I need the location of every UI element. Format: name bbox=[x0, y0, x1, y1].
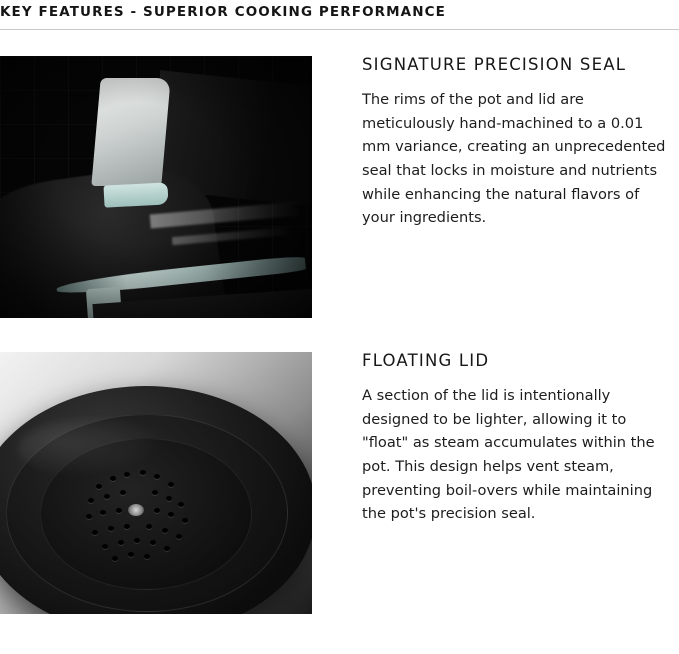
feature-title: SIGNATURE PRECISION SEAL bbox=[362, 55, 627, 74]
feature-title: FLOATING LID bbox=[362, 351, 490, 370]
lid-vent-holes bbox=[0, 352, 312, 614]
precision-seal-image bbox=[0, 56, 312, 318]
feature-body: The rims of the pot and lid are meticulously hand-machined to a 0.01 mm variance, creating an unprecedented seal that locks in moisture and nutrients while enhancing the natural flavors of your ingredients. bbox=[362, 91, 666, 227]
floating-lid-text bbox=[312, 352, 679, 526]
floating-lid-image bbox=[0, 352, 312, 614]
image-vignette bbox=[0, 56, 312, 318]
lid-center-hub bbox=[128, 504, 144, 516]
header-divider bbox=[0, 29, 679, 30]
feature-block-precision-seal bbox=[0, 56, 679, 318]
feature-body: A section of the lid is intentionally designed to be lighter, allowing it to "float" as steam accumulates within the pot. This design helps vent steam, preventing boil-overs while maintaining the pot's precision seal. bbox=[362, 387, 655, 523]
precision-seal-text bbox=[312, 56, 679, 230]
section-heading: KEY FEATURES - SUPERIOR COOKING PERFORMANCE bbox=[0, 4, 446, 20]
feature-block-floating-lid bbox=[0, 352, 679, 614]
